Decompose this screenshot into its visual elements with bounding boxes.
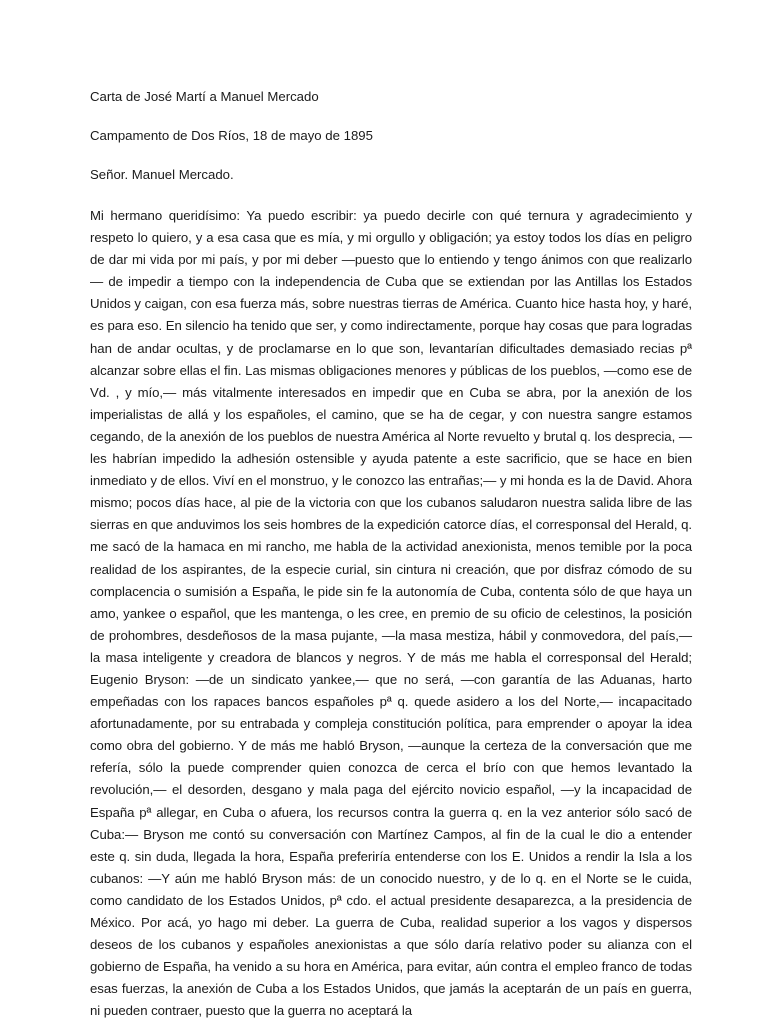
salutation: Señor. Manuel Mercado.: [90, 167, 234, 182]
document-title: Carta de José Martí a Manuel Mercado: [90, 89, 319, 104]
place-date-line: Campamento de Dos Ríos, 18 de mayo de 1895: [90, 128, 373, 143]
letter-body: Mi hermano queridísimo: Ya puedo escribir: ya puedo decirle con qué ternura y agradecimiento y respeto lo quiero, y a esa casa que es mía, y mi orgullo y obligación; ya estoy todos los días en peligro de dar mi vida por mi país, y por mi deber —puesto que lo entiendo y tengo ánimos con que realizarlo— de impedir a tiempo con la independencia de Cuba que se extiendan por las Antillas los Estados Unidos y caigan, con esa fuerza más, sobre nuestras tierras de América. Cuanto hice hasta hoy, y haré, es para eso. En silencio ha tenido que ser, y como indirectamente, porque hay cosas que para logradas han de andar ocultas, y de proclamarse en lo que son, levantarían dificultades demasiado recias pª alcanzar sobre ellas el fin. Las mismas obligaciones menores y públicas de los pueblos, —como ese de Vd. , y mío,— más vitalmente interesados en impedir que en Cuba se abra, por la anexión de los imperialistas de allá y los españoles, el camino, que se ha de cegar, y con nuestra sangre estamos cegando, de la anexión de los pueblos de nuestra América al Norte revuelto y brutal q. los desprecia, —les habrían impedido la adhesión ostensible y ayuda patente a este sacrificio, que se hace en bien inmediato y de ellos. Viví en el monstruo, y le conozco las entrañas;— y mi honda es la de David. Ahora mismo; pocos días hace, al pie de la victoria con que los cubanos saludaron nuestra salida libre de las sierras en que anduvimos los seis hombres de la expedición catorce días, el corresponsal del Herald, q. me sacó de la hamaca en mi rancho, me habla de la actividad anexionista, menos temible por la poca realidad de los aspirantes, de la especie curial, sin cintura ni creación, que por disfraz cómodo de su complacencia o sumisión a España, le pide sin fe la autonomía de Cuba, contenta sólo de que haya un amo, yankee o español, que les mantenga, o les cree, en premio de su oficio de celestinos, la posición de prohombres, desdeñosos de la masa pujante, —la masa mestiza, hábil y conmovedora, del país,— la masa inteligente y creadora de blancos y negros. Y de más me habla el corresponsal del Herald; Eugenio Bryson: —de un sindicato yankee,— que no será, —con garantía de las Aduanas, harto empeñadas con los rapaces bancos españoles pª q. quede asidero a los del Norte,— incapacitado afortunadamente, por su entrabada y compleja constitución política, para emprender o apoyar la idea como obra del gobierno. Y de más me habló Bryson, —aunque la certeza de la conversación que me refería, sólo la puede comprender quien conozca de cerca el brío con que hemos levantado la revolución,— el desorden, desgano y mala paga del ejército novicio español, —y la incapacidad de España pª allegar, en Cuba o afuera, los recursos contra la guerra q. en la vez anterior sólo sacó de Cuba:— Bryson me contó su conversación con Martínez Campos, al fin de la cual le dio a entender este q. sin duda, llegada la hora, España preferiría entenderse con los E. Unidos a rendir la Isla a los cubanos: —Y aún me habló Bryson más: de un conocido nuestro, y de lo q. en el Norte se le cuida, como candidato de los Estados Unidos, pª cdo. el actual presidente desaparezca, a la presidencia de México. Por acá, yo hago mi deber. La guerra de Cuba, realidad superior a los vagos y dispersos deseos de los cubanos y españoles anexionistas a que sólo daría relativo poder su alianza con el gobierno de España, ha venido a su hora en América, para evitar, aún contra el empleo franco de todas esas fuerzas, la anexión de Cuba a los Estados Unidos, que jamás la aceptarán de un país en guerra, ni pueden contraer, puesto que la guerra no aceptará la: [90, 208, 692, 1019]
